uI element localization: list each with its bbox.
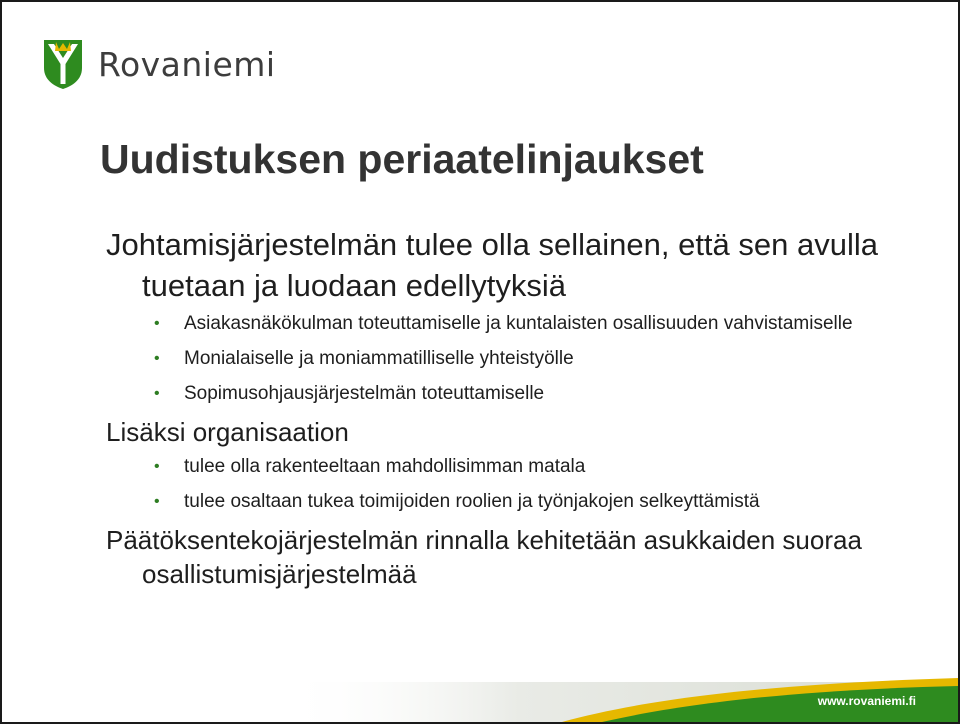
- bullet-icon: •: [154, 385, 160, 402]
- bullet-text: tulee osaltaan tukea toimijoiden roolien ja työnjakojen selkeyttämistä: [184, 491, 760, 512]
- bullet-icon: •: [154, 350, 160, 367]
- bullet-item: [106, 453, 906, 481]
- bullet-item: [106, 488, 906, 516]
- bullet-list: [106, 310, 906, 408]
- bullet-item: [106, 310, 906, 338]
- slide-title: Uudistuksen periaatelinjaukset: [100, 136, 704, 182]
- logo-wordmark: Rovaniemi: [98, 44, 276, 84]
- bullet-text: tulee olla rakenteeltaan mahdollisimman matala: [184, 456, 586, 477]
- bullet-list: [106, 453, 906, 516]
- bullet-icon: •: [154, 315, 160, 332]
- logo: [42, 38, 276, 90]
- bullet-icon: •: [154, 493, 160, 510]
- section-heading: Lisäksi organisaation: [106, 417, 349, 447]
- footer-url-link[interactable]: www.rovaniemi.fi: [817, 694, 916, 708]
- section-heading: Johtamisjärjestelmän tulee olla sellainen, että sen avulla tuetaan ja luodaan edellytyksiä: [106, 227, 878, 303]
- bullet-item: [106, 380, 906, 408]
- bullet-icon: •: [154, 458, 160, 475]
- bullet-text: Sopimusohjausjärjestelmän toteuttamiselle: [184, 383, 545, 404]
- bullet-item: [106, 345, 906, 373]
- rovaniemi-coat-of-arms-icon: [42, 38, 84, 90]
- footer-band: [2, 670, 958, 722]
- section-heading: Päätöksentekojärjestelmän rinnalla kehitetään asukkaiden suoraa osallistumisjärjestelmää: [106, 525, 862, 589]
- slide-content: [106, 224, 906, 591]
- bullet-text: Asiakasnäkökulman toteuttamiselle ja kuntalaisten osallisuuden vahvistamiselle: [184, 313, 853, 334]
- bullet-text: Monialaiselle ja moniammatilliselle yhteistyölle: [184, 348, 574, 369]
